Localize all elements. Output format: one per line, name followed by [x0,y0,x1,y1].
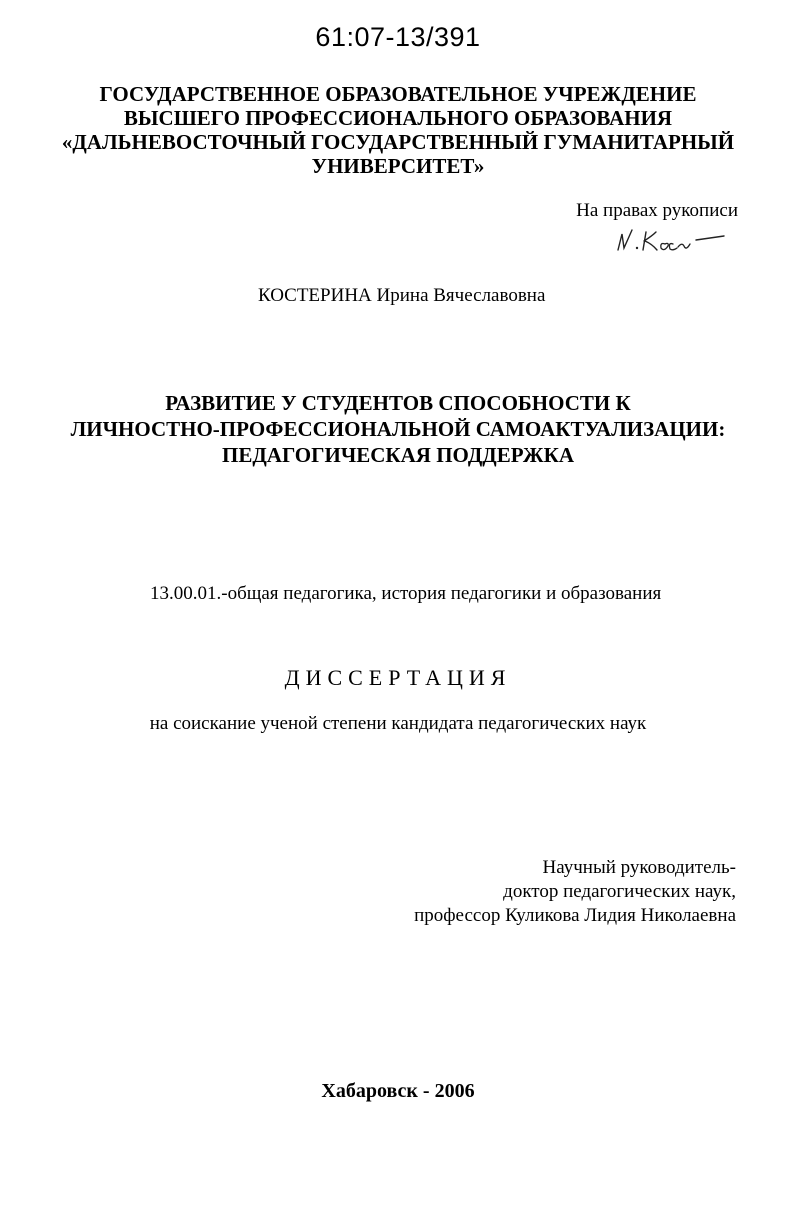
manuscript-label: На правах рукописи [576,200,738,221]
thesis-title-line: ЛИЧНОСТНО-ПРОФЕССИОНАЛЬНОЙ САМОАКТУАЛИЗАЦИИ: [70,417,726,441]
signature-image [610,222,730,256]
degree-description: на соискание ученой степени кандидата педагогических наук [149,713,647,734]
institution-line: «ДАЛЬНЕВОСТОЧНЫЙ ГОСУДАРСТВЕННЫЙ ГУМАНИТАРНЫЙ [61,130,735,154]
institution-line: ГОСУДАРСТВЕННОЕ ОБРАЗОВАТЕЛЬНОЕ УЧРЕЖДЕНИЕ [99,82,697,106]
document-type: ДИССЕРТАЦИЯ [284,665,512,690]
institution-line: ВЫСШЕГО ПРОФЕССИОНАЛЬНОГО ОБРАЗОВАНИЯ [123,106,673,130]
supervisor-line: профессор Куликова Лидия Николаевна [414,905,736,926]
specialty-code: 13.00.01.-общая педагогика, история педагогики и образования [150,583,662,604]
supervisor-line: доктор педагогических наук, [503,881,736,902]
city-year: Хабаровск - 2006 [321,1080,475,1102]
institution-name [0,82,796,178]
supervisor-line: Научный руководитель- [542,857,736,878]
thesis-title-line: ПЕДАГОГИЧЕСКАЯ ПОДДЕРЖКА [222,443,574,467]
institution-line: УНИВЕРСИТЕТ» [311,154,485,178]
supervisor-block [414,856,736,928]
author-name: КОСТЕРИНА Ирина Вячеславовна [258,285,546,306]
thesis-title [0,390,796,468]
manuscript-block [576,200,738,222]
catalog-number: 61:07-13/391 [315,22,481,52]
thesis-title-line: РАЗВИТИЕ У СТУДЕНТОВ СПОСОБНОСТИ К [165,391,631,415]
